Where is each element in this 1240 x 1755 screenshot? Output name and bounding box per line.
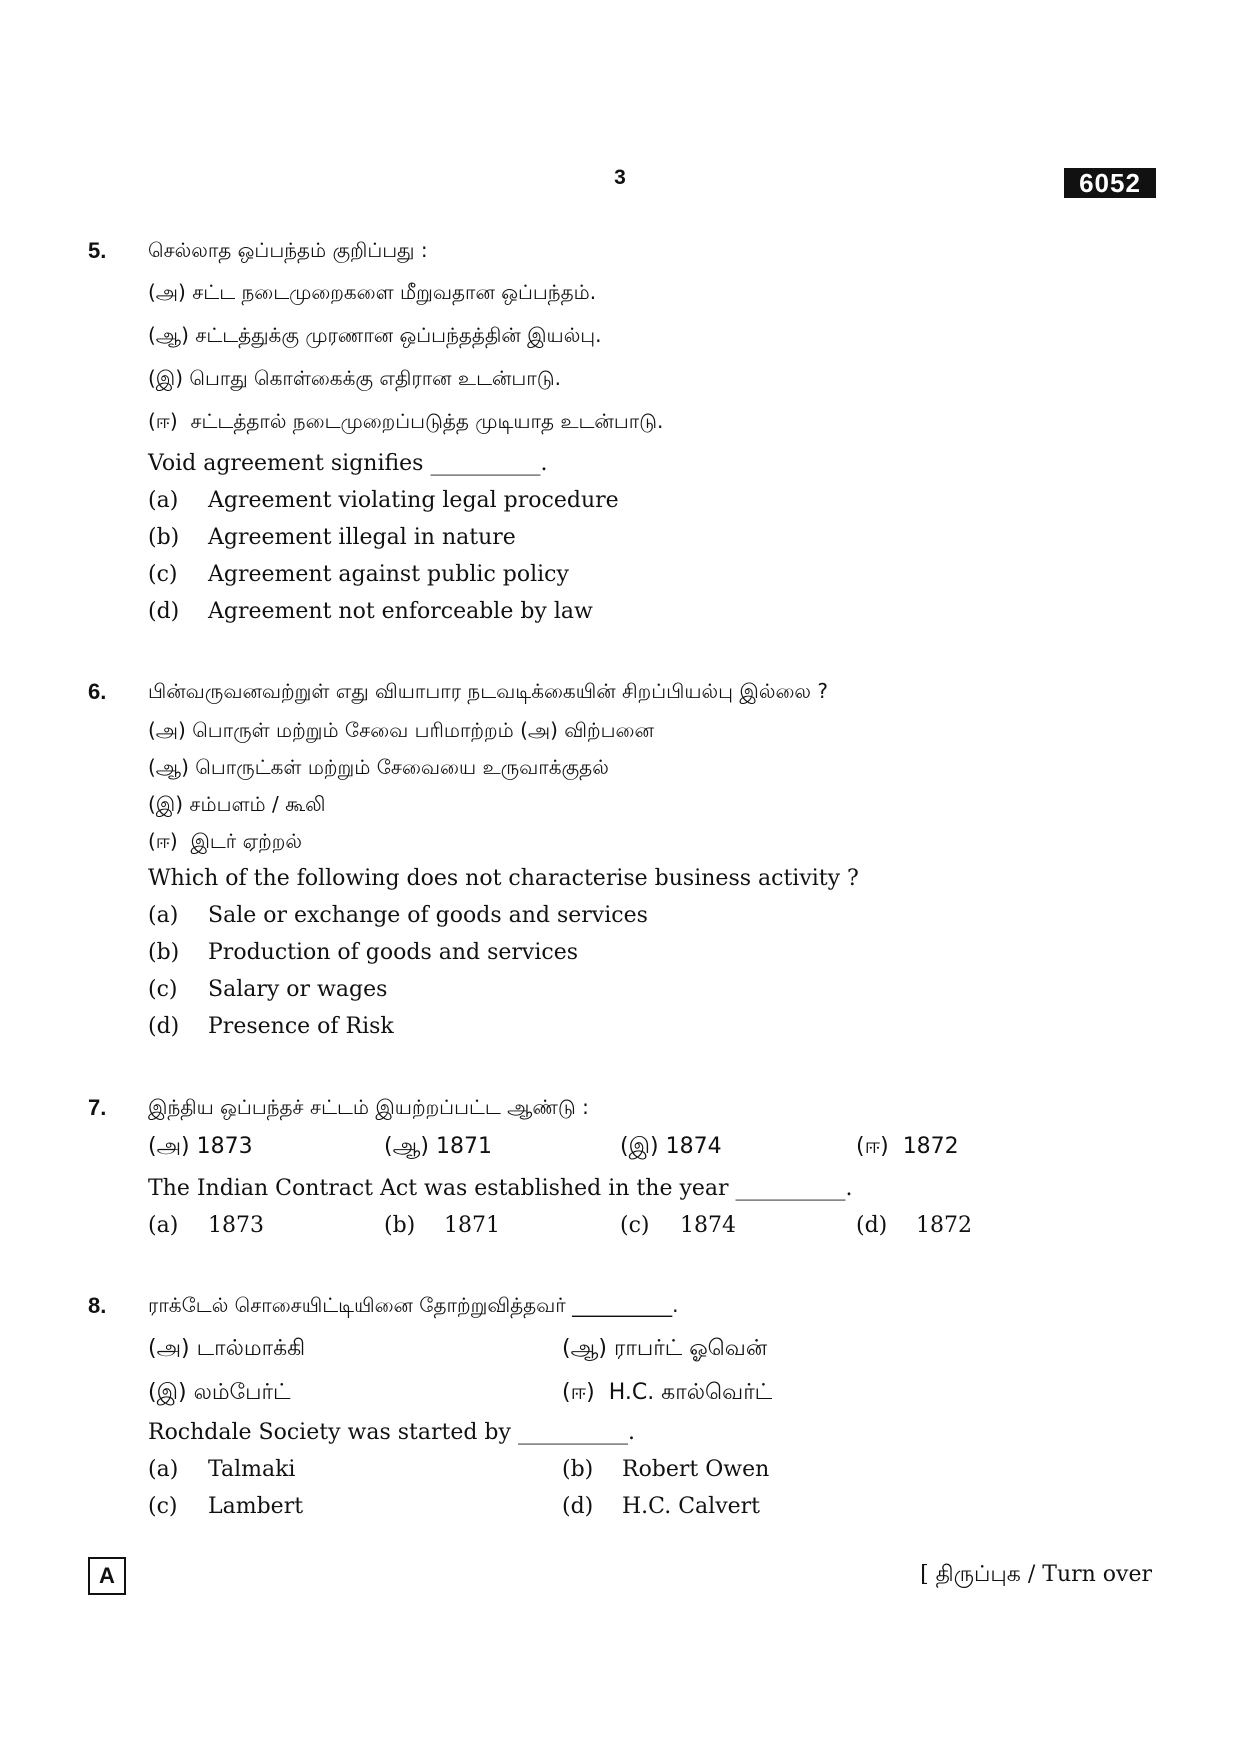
question-number: 7. bbox=[88, 1095, 107, 1120]
page-number: 3 bbox=[614, 166, 626, 189]
option-english: (a) Agreement violating legal procedure bbox=[148, 488, 619, 513]
option-tamil: (இ) 1874 bbox=[620, 1134, 722, 1159]
option-english: (c) Agreement against public policy bbox=[148, 562, 569, 587]
paper-code: 6052 bbox=[1064, 168, 1156, 198]
option-english: (b) Production of goods and services bbox=[148, 940, 579, 965]
option-english: (a) Talmaki bbox=[148, 1457, 296, 1482]
option-english: (a) 1873 bbox=[148, 1213, 264, 1238]
option-tamil: (ஈ) சட்டத்தால் நடைமுறைப்படுத்த முடியாத உடன்பாடு. bbox=[148, 409, 664, 433]
option-english: (c) Lambert bbox=[148, 1494, 304, 1519]
question-number: 8. bbox=[88, 1293, 107, 1318]
question-text-tamil: செல்லாத ஒப்பந்தம் குறிப்பது : bbox=[148, 238, 428, 262]
question-text-english: The Indian Contract Act was established in the year __________. bbox=[148, 1176, 853, 1201]
option-tamil: (ஈ) H.C. கால்வெர்ட் bbox=[562, 1380, 773, 1405]
series-box: A bbox=[88, 1557, 126, 1595]
question-text-english: Which of the following does not characterise business activity ? bbox=[148, 866, 859, 891]
question-number: 5. bbox=[88, 238, 107, 263]
option-english: (c) Salary or wages bbox=[148, 977, 388, 1002]
option-english: (b) Agreement illegal in nature bbox=[148, 525, 516, 550]
option-tamil: (அ) டால்மாக்கி bbox=[148, 1336, 306, 1361]
question-text-tamil: ராக்டேல் சொசையிட்டியினை தோற்றுவித்தவர் __________. bbox=[148, 1293, 679, 1317]
option-tamil: (ஈ) இடர் ஏற்றல் bbox=[148, 829, 303, 853]
question-text-tamil: இந்திய ஒப்பந்தச் சட்டம் இயற்றப்பட்ட ஆண்டு : bbox=[148, 1095, 589, 1119]
option-tamil: (அ) பொருள் மற்றும் சேவை பரிமாற்றம் (அ) விற்பனை bbox=[148, 718, 654, 742]
option-tamil: (இ) லம்பேர்ட் bbox=[148, 1380, 291, 1405]
option-english: (a) Sale or exchange of goods and services bbox=[148, 903, 648, 928]
question-text-english: Rochdale Society was started by __________. bbox=[148, 1420, 635, 1445]
option-tamil: (ஈ) 1872 bbox=[856, 1134, 959, 1159]
option-tamil: (ஆ) சட்டத்துக்கு முரணான ஒப்பந்தத்தின் இயல்பு. bbox=[148, 323, 602, 347]
option-english: (b) 1871 bbox=[384, 1213, 500, 1238]
option-tamil: (அ) 1873 bbox=[148, 1134, 253, 1159]
option-english: (d) 1872 bbox=[856, 1213, 972, 1238]
option-tamil: (இ) சம்பளம் / கூலி bbox=[148, 792, 326, 816]
option-english: (b) Robert Owen bbox=[562, 1457, 770, 1482]
question-text-tamil: பின்வருவனவற்றுள் எது வியாபார நடவடிக்கையின் சிறப்பியல்பு இல்லை ? bbox=[148, 679, 828, 703]
option-english: (d) Presence of Risk bbox=[148, 1014, 394, 1039]
option-english: (c) 1874 bbox=[620, 1213, 736, 1238]
option-english: (d) H.C. Calvert bbox=[562, 1494, 761, 1519]
turn-over-note: [ திருப்புக / Turn over bbox=[920, 1562, 1152, 1587]
option-tamil: (ஆ) ராபர்ட் ஓவென் bbox=[562, 1336, 768, 1361]
option-tamil: (ஆ) 1871 bbox=[384, 1134, 492, 1159]
option-tamil: (இ) பொது கொள்கைக்கு எதிரான உடன்பாடு. bbox=[148, 366, 561, 390]
option-tamil: (ஆ) பொருட்கள் மற்றும் சேவையை உருவாக்குதல் bbox=[148, 755, 609, 779]
option-tamil: (அ) சட்ட நடைமுறைகளை மீறுவதான ஒப்பந்தம். bbox=[148, 280, 597, 304]
option-english: (d) Agreement not enforceable by law bbox=[148, 599, 593, 624]
question-number: 6. bbox=[88, 679, 107, 704]
question-text-english: Void agreement signifies __________. bbox=[148, 451, 548, 476]
